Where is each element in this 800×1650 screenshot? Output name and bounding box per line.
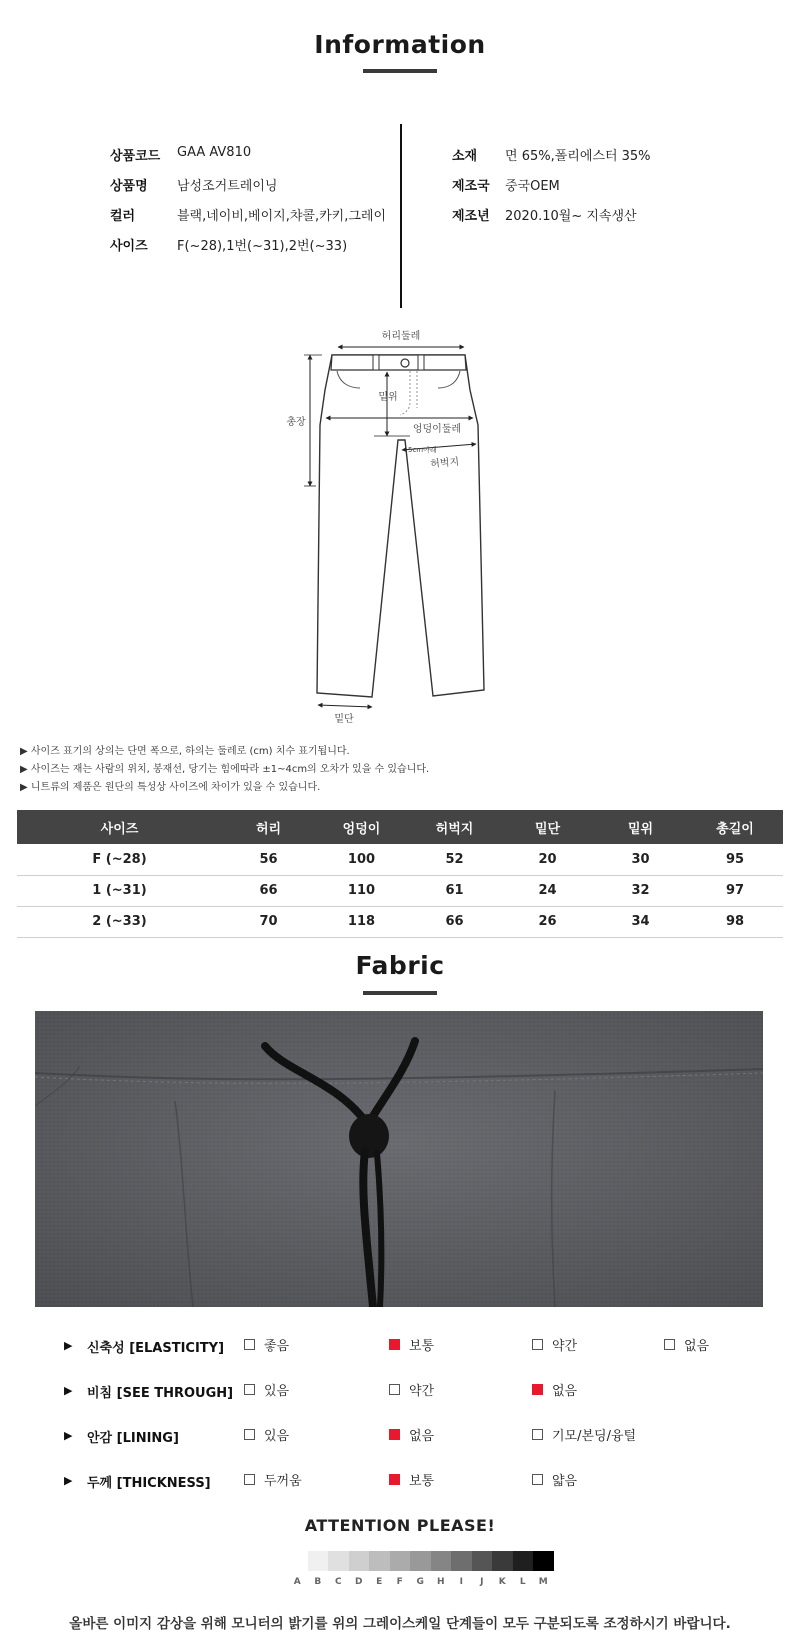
option-elasticity-good[interactable] [244, 1335, 289, 1354]
belt-loop-left [373, 355, 379, 370]
button-icon [401, 359, 409, 367]
checkbox-icon[interactable] [244, 1429, 255, 1440]
option-label: 있음 [264, 1429, 290, 1444]
grayscale-swatch [533, 1551, 554, 1571]
pants-measurement-diagram [270, 320, 510, 730]
checkbox-icon[interactable] [532, 1339, 543, 1350]
cell-length: 98 [687, 906, 783, 937]
option-lining-fleece[interactable] [532, 1425, 636, 1444]
cell-hem: 20 [501, 844, 594, 875]
checkbox-checked-icon[interactable] [389, 1429, 400, 1440]
cell-thigh: 61 [408, 875, 501, 906]
cell-waist: 66 [222, 875, 315, 906]
option-label: 없음 [552, 1384, 578, 1399]
checkbox-icon[interactable] [532, 1474, 543, 1485]
cell-waist: 70 [222, 906, 315, 937]
checkbox-icon[interactable] [244, 1339, 255, 1350]
info-label-size: 사이즈 [110, 239, 148, 254]
cell-length: 95 [687, 844, 783, 875]
hem-arrow [318, 705, 372, 707]
col-hem: 밑단 [501, 810, 594, 844]
grayscale-swatch [451, 1551, 472, 1571]
hem-label: 밑단 [334, 714, 354, 725]
rise-label: 밑위 [378, 392, 398, 403]
grayscale-swatch [349, 1551, 370, 1571]
cell-hip: 100 [315, 844, 408, 875]
option-lining-yes[interactable] [244, 1425, 289, 1444]
cell-thigh: 66 [408, 906, 501, 937]
grayscale-letter: H [436, 1577, 445, 1587]
option-label: 없음 [409, 1429, 435, 1444]
note-measure-method: ▶ 사이즈 표기의 상의는 단면 폭으로, 하의는 둘레로 (cm) 치수 표기됩니다. [20, 746, 350, 757]
cell-waist: 56 [222, 844, 315, 875]
grayscale-letter: D [355, 1577, 363, 1587]
size-table [17, 810, 783, 938]
grayscale-swatch [308, 1551, 329, 1571]
grayscale-letter: I [459, 1577, 463, 1587]
hip-label: 엉덩이둘레 [412, 424, 462, 435]
option-elasticity-normal[interactable] [389, 1335, 434, 1354]
grayscale-letter: J [480, 1577, 484, 1587]
drawstring-knot [349, 1114, 389, 1158]
option-seethrough-slight[interactable] [389, 1380, 434, 1399]
fabric-title-underline [363, 991, 437, 995]
cell-rise: 34 [594, 906, 687, 937]
grayscale-letter: F [396, 1577, 403, 1587]
col-hip: 엉덩이 [315, 810, 408, 844]
option-label: 두꺼움 [264, 1474, 302, 1489]
table-row [17, 906, 783, 937]
grayscale-letter: M [538, 1577, 548, 1587]
title-underline [363, 69, 437, 73]
info-label-origin: 제조국 [452, 179, 490, 194]
grayscale-letter: A [293, 1577, 301, 1587]
pants-outline [317, 355, 484, 697]
size-table-header [17, 810, 783, 844]
info-value-material: 면 65%,폴리에스터 35% [505, 149, 651, 164]
checkbox-icon[interactable] [244, 1384, 255, 1395]
checkbox-checked-icon[interactable] [389, 1339, 400, 1350]
col-size: 사이즈 [17, 810, 222, 844]
cell-rise: 30 [594, 844, 687, 875]
cell-rise: 32 [594, 875, 687, 906]
option-thickness-normal[interactable] [389, 1470, 434, 1489]
fabric-image [35, 1011, 763, 1307]
cell-size: 1 (~31) [17, 875, 222, 906]
cell-hip: 118 [315, 906, 408, 937]
waistband [331, 355, 466, 370]
grayscale-swatch [287, 1551, 308, 1571]
grayscale-letter: E [376, 1577, 383, 1587]
info-label-name: 상품명 [110, 179, 148, 194]
fabric-photo [35, 1011, 763, 1307]
info-label-material: 소재 [452, 149, 478, 164]
grayscale-letter: B [314, 1577, 322, 1587]
grayscale-swatch [513, 1551, 534, 1571]
option-label: 약간 [409, 1384, 435, 1399]
arrow-icon: ▶ [64, 1339, 73, 1352]
option-elasticity-slight[interactable] [532, 1335, 577, 1354]
prop-seethrough-label: 비침 [SEE THROUGH] [87, 1386, 234, 1401]
info-label-color: 컬러 [110, 209, 136, 224]
arrow-icon: ▶ [64, 1474, 73, 1487]
option-elasticity-none[interactable] [664, 1335, 709, 1354]
crotch-note-label: 5cm아래 [408, 446, 437, 454]
checkbox-icon[interactable] [244, 1474, 255, 1485]
cell-hem: 26 [501, 906, 594, 937]
attention-title: ATTENTION PLEASE! [304, 1516, 496, 1535]
info-value-year: 2020.10월~ 지속생산 [505, 209, 637, 224]
note-knit: ▶ 니트류의 제품은 원단의 특성상 사이즈에 차이가 있을 수 있습니다. [20, 782, 321, 793]
checkbox-checked-icon[interactable] [389, 1474, 400, 1485]
grayscale-letter: G [416, 1577, 424, 1587]
grayscale-letter: C [334, 1577, 342, 1587]
col-length: 총길이 [687, 810, 783, 844]
belt-loop-right [418, 355, 424, 370]
option-label: 얇음 [552, 1474, 578, 1489]
info-value-color: 블랙,네이비,베이지,챠콜,카키,그레이 [177, 209, 387, 224]
option-label: 없음 [684, 1339, 710, 1354]
info-label-code: 상품코드 [110, 149, 161, 164]
prop-lining-label: 안감 [LINING] [87, 1431, 179, 1446]
thigh-label: 허벅지 [429, 456, 460, 471]
grayscale-swatch [390, 1551, 411, 1571]
option-thickness-thin[interactable] [532, 1470, 577, 1489]
option-label: 좋음 [264, 1339, 290, 1354]
grayscale-bar [287, 1551, 554, 1571]
grayscale-swatch [369, 1551, 390, 1571]
checkbox-checked-icon[interactable] [532, 1384, 543, 1395]
fabric-title: Fabric [355, 951, 445, 980]
table-row [17, 875, 783, 906]
cell-size: F (~28) [17, 844, 222, 875]
option-label: 기모/본딩/융털 [552, 1429, 637, 1444]
col-thigh: 허벅지 [408, 810, 501, 844]
cell-length: 97 [687, 875, 783, 906]
option-seethrough-yes[interactable] [244, 1380, 289, 1399]
cell-hem: 24 [501, 875, 594, 906]
information-title: Information [314, 30, 486, 59]
option-seethrough-none[interactable] [532, 1380, 577, 1399]
option-thickness-thick[interactable] [244, 1470, 302, 1489]
grayscale-swatch [431, 1551, 452, 1571]
cell-thigh: 52 [408, 844, 501, 875]
table-row [17, 844, 783, 875]
length-label: 총장 [286, 417, 306, 428]
monitor-brightness-notice: 올바른 이미지 감상을 위해 모니터의 밝기를 위의 그레이스케일 단계들이 모두 구분되도록 조정하시기 바랍니다. [69, 1616, 731, 1632]
option-label: 있음 [264, 1384, 290, 1399]
grayscale-letters [287, 1577, 554, 1587]
cell-size: 2 (~33) [17, 906, 222, 937]
info-divider [400, 124, 402, 308]
grayscale-swatch [410, 1551, 431, 1571]
waist-label: 허리둘레 [381, 331, 421, 342]
grayscale-letter: L [519, 1577, 526, 1587]
checkbox-icon[interactable] [532, 1429, 543, 1440]
checkbox-icon[interactable] [664, 1339, 675, 1350]
grayscale-letter: K [498, 1577, 506, 1587]
info-value-code: GAA AV810 [177, 145, 252, 160]
cell-hip: 110 [315, 875, 408, 906]
info-value-origin: 중국OEM [505, 179, 560, 194]
option-label: 보통 [409, 1339, 435, 1354]
col-waist: 허리 [222, 810, 315, 844]
note-tolerance: ▶ 사이즈는 재는 사람의 위치, 봉재선, 당기는 힘에따라 ±1~4cm의 오차가 있을 수 있습니다. [20, 764, 430, 775]
col-rise: 밑위 [594, 810, 687, 844]
option-lining-none[interactable] [389, 1425, 434, 1444]
grayscale-swatch [328, 1551, 349, 1571]
option-label: 보통 [409, 1474, 435, 1489]
prop-thickness-label: 두께 [THICKNESS] [87, 1476, 211, 1491]
arrow-icon: ▶ [64, 1429, 73, 1442]
grayscale-swatch [472, 1551, 493, 1571]
info-label-year: 제조년 [452, 209, 490, 224]
arrow-icon: ▶ [64, 1384, 73, 1397]
prop-elasticity-label: 신축성 [ELASTICITY] [87, 1341, 225, 1356]
grayscale-swatch [492, 1551, 513, 1571]
checkbox-icon[interactable] [389, 1384, 400, 1395]
info-value-name: 남성조거트레이닝 [177, 179, 278, 194]
option-label: 약간 [552, 1339, 578, 1354]
info-value-size: F(~28),1번(~31),2번(~33) [177, 239, 348, 254]
